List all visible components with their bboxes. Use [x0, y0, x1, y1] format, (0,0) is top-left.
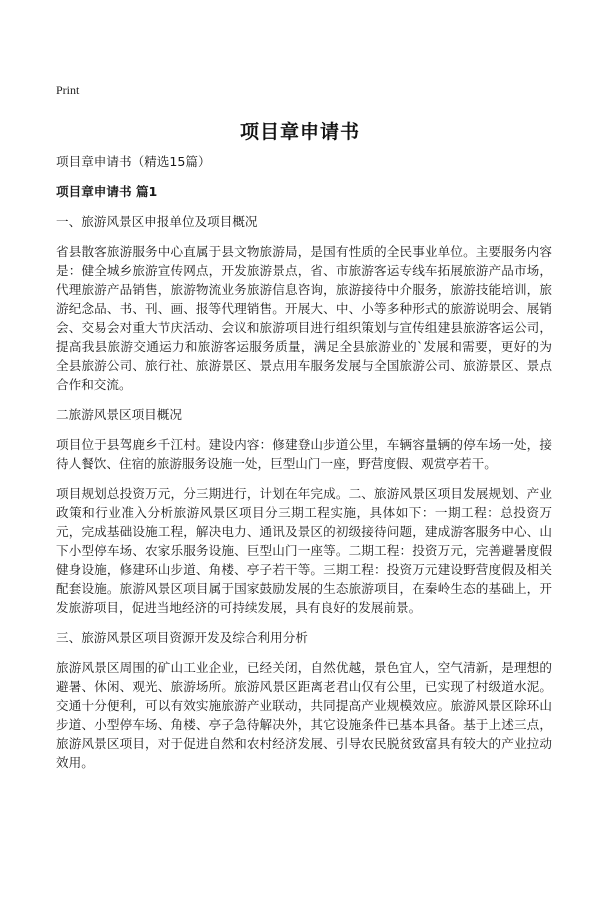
heading-2: 二旅游风景区项目概况: [56, 407, 182, 422]
page-title: 项目章申请书: [239, 121, 360, 143]
section-title: 项目章申请书 篇1: [56, 184, 158, 199]
document-body: [56, 152, 552, 783]
subtitle: 项目章申请书（精选15篇）: [56, 154, 211, 169]
paragraph-4: 旅游风景区周围的矿山工业企业，已经关闭，自然优越，景色宜人，空气清新，是理想的避暑、休闲、观光、旅游场所。旅游风景区距离老君山仅有公里，已实现了村级道水泥。交通十分便利，可以有效实施旅游产业联动，共同提高产业规模效应。旅游风景区除环山步道、小型停车场、角楼、亭子急待解决外，其它设施条件已基本具备。基于上述三点，旅游风景区项目，对于促进自然和农村经济发展、引导农民脱贫致富具有较大的产业拉动效用。: [56, 660, 552, 770]
heading-1: 一、旅游风景区申报单位及项目概况: [56, 214, 258, 229]
paragraph-2: 项目位于县驾鹿乡千江村。建设内容：修建登山步道公里，车辆容量辆的停车场一处，接待人餐饮、住宿的旅游服务设施一处，巨型山门一座，野营度假、观赏亭若干。: [56, 437, 552, 471]
heading-3: 三、旅游风景区项目资源开发及综合利用分析: [56, 630, 308, 645]
paragraph-3: 项目规划总投资万元，分三期进行，计划在年完成。二、旅游风景区项目发展规划、产业政策和行业准入分析旅游风景区项目分三期工程实施，具体如下：一期工程：总投资万元，完成基础设施工程，解决电力、通讯及景区的初级接待问题，建成游客服务中心、山下小型停车场、农家乐服务设施、巨型山门一座等。二期工程：投资万元，完善避暑度假健身设施，修建环山步道、角楼、亭子若干等。三期工程：投资万元建设野营度假及相关配套设施。旅游风景区项目属于国家鼓励发展的生态旅游项目，在秦岭生态的基础上，开发旅游项目，促进当地经济的可持续发展，具有良好的发展前景。: [56, 486, 552, 615]
print-label: Print: [56, 83, 80, 97]
paragraph-1: 省县散客旅游服务中心直属于县文物旅游局，是国有性质的全民事业单位。主要服务内容是：健全城乡旅游宣传网点，开发旅游景点，省、市旅游客运专线车拓展旅游产品市场，代理旅游产品销售，旅游物流业务旅游信息咨询，旅游接待中介服务，旅游技能培训，旅游纪念品、书、刊、画、报等代理销售。开展大、中、小等多种形式的旅游说明会、展销会、交易会对重大节庆活动、会议和旅游项目进行组织策划与宣传组建县旅游客运公司，提高我县旅游交通运力和旅游客运服务质量，满足全县旅游业的`发展和需要，更好的为全县旅游公司、旅行社、旅游景区、景点用车服务发展与全国旅游公司、旅游景区、景点合作和交流。: [56, 244, 552, 392]
